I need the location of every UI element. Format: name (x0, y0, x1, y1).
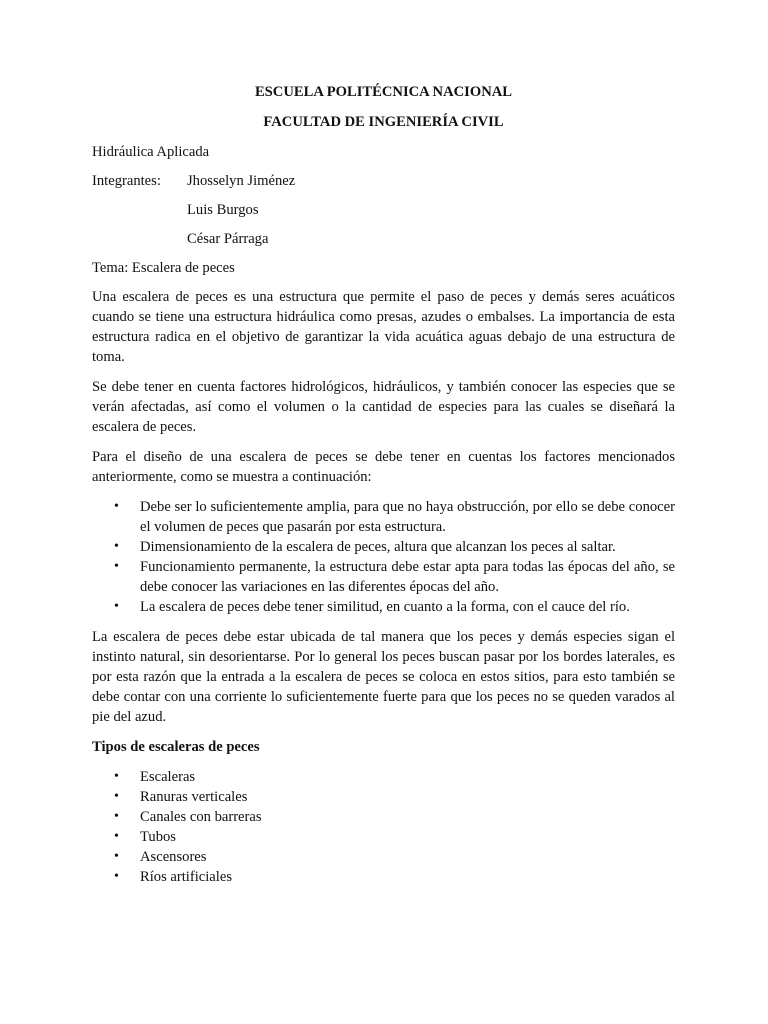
paragraph-definition: Una escalera de peces es una estructura que permite el paso de peces y demás seres acuáticos cuando se tiene una estructura hidráulica como presas, azudes o embalses. La importancia de esta estructura radica en el objetivo de garantizar la vida acuática aguas debajo de una estructura de toma. (92, 289, 675, 365)
bullet-icon: • (114, 829, 119, 844)
list-item (92, 787, 675, 807)
list-item-text: La escalera de peces debe tener similitud, en cuanto a la forma, con el cauce del río. (140, 599, 630, 615)
list-item-text: Ríos artificiales (140, 869, 232, 885)
list-item-text: Tubos (140, 829, 176, 845)
paragraph-factors: Se debe tener en cuenta factores hidrológicos, hidráulicos, y también conocer las especies que se verán afectadas, así como el volumen o la cantidad de especies para las cuales se diseñará la escalera de peces. (92, 379, 675, 435)
list-item (92, 847, 675, 867)
topic-line: Tema: Escalera de peces (92, 260, 235, 276)
bullet-icon: • (114, 869, 119, 884)
list-item (92, 807, 675, 827)
list-item-text: Dimensionamiento de la escalera de peces, altura que alcanzan los peces al saltar. (140, 539, 616, 555)
list-item (92, 597, 675, 617)
members-row (92, 171, 675, 191)
member-name: Luis Burgos (187, 202, 259, 218)
list-item-text: Funcionamiento permanente, la estructura debe estar apta para todas las épocas del año, se debe conocer las variaciones en las diferentes épocas del año. (140, 559, 675, 595)
document-body (92, 82, 675, 897)
list-item (92, 497, 675, 537)
bullet-icon: • (114, 559, 119, 574)
members-label: Integrantes: (92, 173, 161, 189)
list-item-text: Escaleras (140, 769, 196, 785)
list-item (92, 767, 675, 787)
course-name: Hidráulica Aplicada (92, 144, 210, 160)
member-name: Jhosselyn Jiménez (187, 173, 296, 189)
list-item (92, 827, 675, 847)
list-item-text: Ascensores (140, 849, 207, 865)
bullet-icon: • (114, 599, 119, 614)
list-item-text: Ranuras verticales (140, 789, 248, 805)
bullet-icon: • (114, 539, 119, 554)
list-item-text: Debe ser lo suficientemente amplia, para que no haya obstrucción, por ello se debe conocer el volumen de peces que pasarán por esta estructura. (140, 499, 675, 535)
bullet-icon: • (114, 789, 119, 804)
factors-list (92, 497, 675, 617)
list-item (92, 537, 675, 557)
bullet-icon: • (114, 809, 119, 824)
types-heading: Tipos de escaleras de peces (92, 739, 260, 755)
school-title: ESCUELA POLITÉCNICA NACIONAL (254, 84, 513, 100)
bullet-icon: • (114, 499, 119, 514)
paragraph-location: La escalera de peces debe estar ubicada de tal manera que los peces y demás especies sigan el instinto natural, sin desorientarse. Por lo general los peces buscan pasar por los bordes laterales, es por esta razón que la entrada a la escalera de peces se coloca en estos sitios, para esto también se debe contar con una corriente lo suficientemente fuerte para que los peces no se queden varados al pie del azud. (92, 629, 675, 725)
bullet-icon: • (114, 769, 119, 784)
bullet-icon: • (114, 849, 119, 864)
faculty-title: FACULTAD DE INGENIERÍA CIVIL (263, 114, 504, 130)
list-item (92, 557, 675, 597)
member-name: César Párraga (187, 231, 269, 247)
paragraph-design: Para el diseño de una escalera de peces se debe tener en cuentas los factores mencionados anteriormente, como se muestra a continuación: (92, 449, 675, 485)
types-list (92, 767, 675, 887)
list-item-text: Canales con barreras (140, 809, 262, 825)
list-item (92, 867, 675, 887)
